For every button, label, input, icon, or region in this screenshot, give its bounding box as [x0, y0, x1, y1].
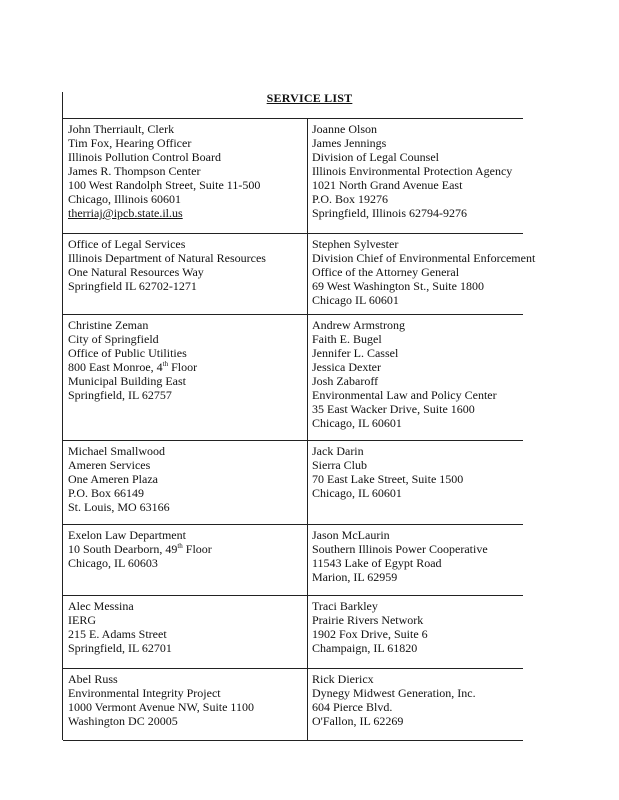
address-text: Floor [168, 360, 198, 374]
address-line: Environmental Integrity Project [68, 686, 221, 700]
right-contact-block [312, 122, 512, 220]
address-line: P.O. Box 19276 [312, 192, 389, 206]
address-line: Division Chief of Environmental Enforcement [312, 251, 536, 265]
address-line: One Ameren Plaza [68, 472, 158, 486]
address-line: James Jennings [312, 136, 387, 150]
column-divider [307, 234, 308, 315]
address-line: 70 East Lake Street, Suite 1500 [312, 472, 464, 486]
address-text: 10 South Dearborn, 49 [68, 542, 178, 556]
left-contact-block [68, 444, 170, 514]
address-line: 100 West Randolph Street, Suite 11-500 [68, 178, 261, 192]
address-line: Marion, IL 62959 [312, 570, 398, 584]
address-line: Washington DC 20005 [68, 714, 178, 728]
address-line: Office of Public Utilities [68, 346, 187, 360]
address-line: Jessica Dexter [312, 360, 381, 374]
address-line: Springfield, IL 62701 [68, 641, 172, 655]
service-list-row [63, 233, 536, 315]
column-divider [307, 315, 308, 441]
address-line: 1021 North Grand Avenue East [312, 178, 463, 192]
address-line: Southern Illinois Power Cooperative [312, 542, 488, 556]
address-line: Division of Legal Counsel [312, 150, 439, 164]
column-divider [307, 525, 308, 596]
page-title: SERVICE LIST [266, 91, 353, 105]
left-contact-block [68, 318, 197, 402]
address-line: Chicago, IL 60603 [68, 556, 158, 570]
address-line: Office of the Attorney General [312, 265, 460, 279]
address-line [68, 542, 212, 556]
address-line: Traci Barkley [312, 599, 378, 613]
address-line: Prairie Rivers Network [312, 613, 424, 627]
address-line: Jason McLaurin [312, 528, 390, 542]
address-line: 69 West Washington St., Suite 1800 [312, 279, 484, 293]
address-line: Exelon Law Department [68, 528, 186, 542]
address-line: Abel Russ [68, 672, 118, 686]
address-line: 1000 Vermont Avenue NW, Suite 1100 [68, 700, 254, 714]
column-divider [307, 441, 308, 525]
service-list-row [63, 314, 523, 441]
service-list-row [63, 440, 523, 525]
column-divider [307, 596, 308, 669]
service-list-row [63, 595, 523, 669]
left-contact-block [68, 122, 260, 220]
address-line: Chicago, IL 60601 [312, 416, 402, 430]
address-line: Illinois Pollution Control Board [68, 150, 222, 164]
address-line: Chicago, IL 60601 [312, 486, 402, 500]
address-line: Alec Messina [68, 599, 134, 613]
address-line: 35 East Wacker Drive, Suite 1600 [312, 402, 475, 416]
right-contact-block [312, 672, 476, 728]
address-line: IERG [68, 613, 96, 627]
service-list-row [63, 118, 523, 234]
address-line: Jack Darin [312, 444, 364, 458]
address-line: O'Fallon, IL 62269 [312, 714, 404, 728]
right-contact-block [312, 318, 497, 430]
address-text: th [162, 360, 169, 368]
address-line: Rick Diericx [312, 672, 374, 686]
address-text: 800 East Monroe, 4 [68, 360, 163, 374]
address-line: One Natural Resources Way [68, 265, 204, 279]
right-contact-block [312, 528, 488, 584]
address-line: City of Springfield [68, 332, 159, 346]
address-line: Andrew Armstrong [312, 318, 405, 332]
address-line: Joanne Olson [312, 122, 377, 136]
address-line: Dynegy Midwest Generation, Inc. [312, 686, 476, 700]
address-line: St. Louis, MO 63166 [68, 500, 170, 514]
address-line: 11543 Lake of Egypt Road [312, 556, 442, 570]
address-line: Christine Zeman [68, 318, 149, 332]
column-divider [307, 669, 308, 741]
address-line: James R. Thompson Center [68, 164, 201, 178]
address-line: Illinois Environmental Protection Agency [312, 164, 513, 178]
address-line: Faith E. Bugel [312, 332, 382, 346]
right-contact-block [312, 237, 535, 307]
table-bottom-rule [63, 740, 523, 741]
address-line: Chicago IL 60601 [312, 293, 399, 307]
address-line: Illinois Department of Natural Resources [68, 251, 266, 265]
right-contact-block [312, 444, 463, 500]
address-line: Champaign, IL 61820 [312, 641, 418, 655]
address-line: Sierra Club [312, 458, 367, 472]
address-text: Floor [182, 542, 212, 556]
address-line: Chicago, Illinois 60601 [68, 192, 181, 206]
address-line: Environmental Law and Policy Center [312, 388, 497, 402]
left-contact-block [68, 672, 254, 728]
left-contact-block [68, 599, 172, 655]
left-contact-block [68, 237, 266, 293]
email-link[interactable]: therriaj@ipcb.state.il.us [68, 206, 183, 220]
address-line: Ameren Services [68, 458, 151, 472]
address-text: th [177, 542, 183, 550]
address-line: Michael Smallwood [68, 444, 165, 458]
address-line: Jennifer L. Cassel [312, 346, 399, 360]
service-list-row [63, 668, 523, 741]
address-line: Springfield IL 62702-1271 [68, 279, 197, 293]
address-line: Tim Fox, Hearing Officer [68, 136, 192, 150]
address-line: 215 E. Adams Street [68, 627, 167, 641]
left-contact-block [68, 528, 212, 570]
address-line: Office of Legal Services [68, 237, 186, 251]
address-line: P.O. Box 66149 [68, 486, 145, 500]
right-contact-block [312, 599, 428, 655]
address-line: 604 Pierce Blvd. [312, 700, 393, 714]
address-line: Municipal Building East [68, 374, 186, 388]
address-line: John Therriault, Clerk [68, 122, 175, 136]
address-line [68, 360, 197, 374]
address-line: Josh Zabaroff [312, 374, 379, 388]
address-line: Stephen Sylvester [312, 237, 399, 251]
address-line: Springfield, Illinois 62794-9276 [312, 206, 467, 220]
column-divider [307, 119, 308, 234]
address-line: Springfield, IL 62757 [68, 388, 172, 402]
address-line: 1902 Fox Drive, Suite 6 [312, 627, 428, 641]
service-list-row [63, 524, 523, 596]
